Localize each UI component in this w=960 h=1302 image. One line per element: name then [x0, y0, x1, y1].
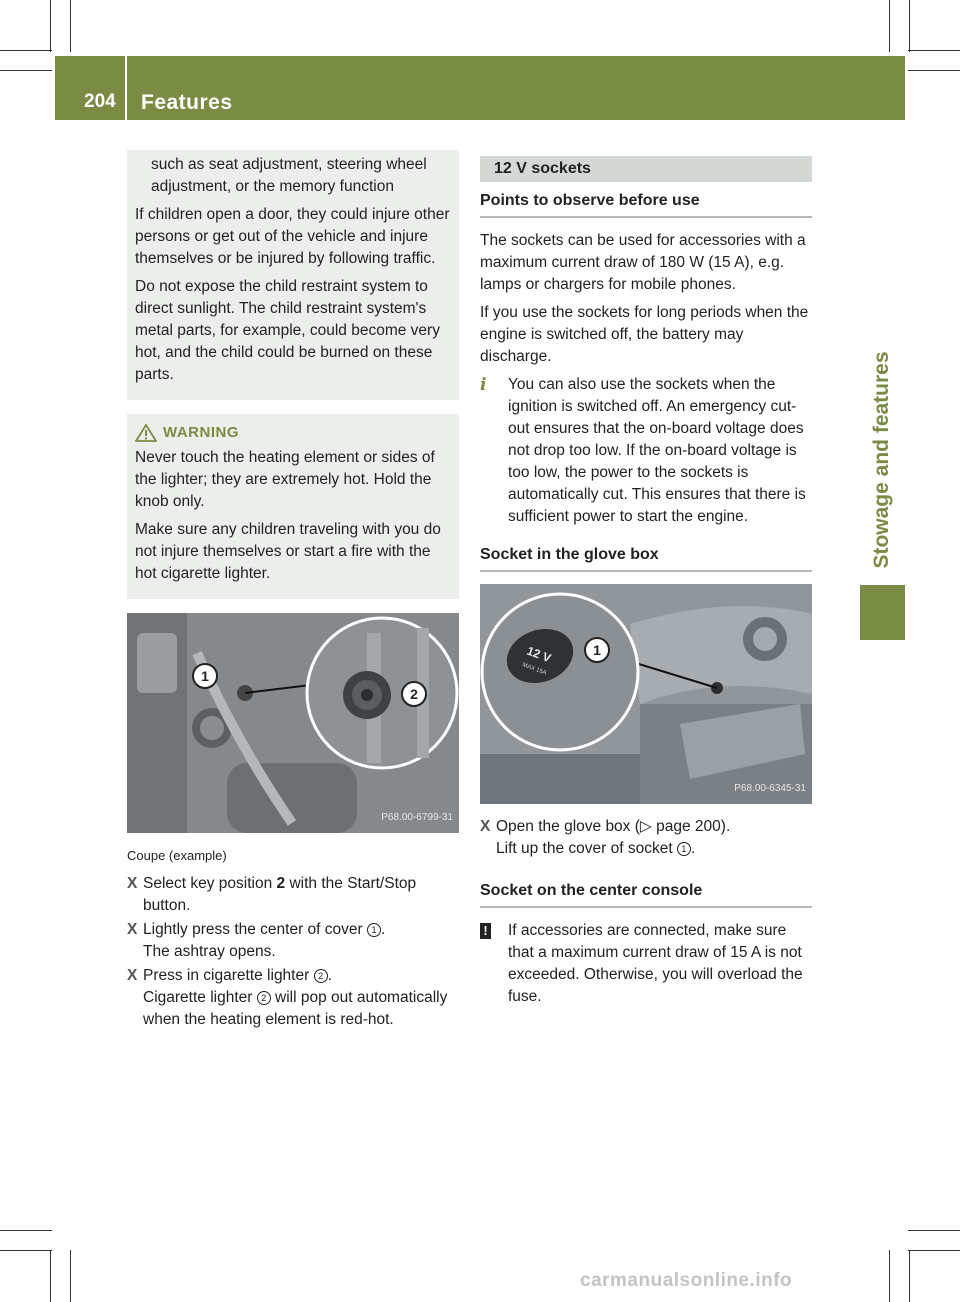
crop-mark — [70, 0, 71, 52]
warning-label: WARNING — [163, 424, 239, 441]
socket-label: 12 V — [524, 643, 553, 666]
callout-1: 1 — [584, 637, 610, 663]
callout-1: 1 — [192, 663, 218, 689]
subsection-heading: Socket on the center console — [480, 872, 812, 908]
warning-continued-box — [127, 150, 459, 400]
info-icon: i — [480, 375, 487, 395]
exclamation-icon: ! — [480, 920, 508, 1008]
step-marker: X — [127, 875, 138, 892]
glove-box-illustration — [480, 584, 812, 804]
crop-mark — [889, 0, 890, 52]
callout-ref: 2 — [314, 969, 328, 983]
caution-text: If accessories are connected, make sure that a maximum current draw of 15 A is not exceeded. Otherwise, you will overload the fuse. — [508, 922, 803, 1005]
step-marker: X — [480, 818, 491, 835]
page-ref-arrow-icon: ▷ — [639, 818, 652, 835]
warning-text: Never touch the heating element or sides of the lighter; they are extremely hot. Hold the knob only. — [135, 449, 435, 510]
glove-box-photo — [480, 584, 812, 804]
crop-mark — [70, 1250, 71, 1302]
crop-mark — [0, 70, 52, 71]
crop-mark — [908, 1250, 960, 1251]
photo-caption: Coupe (example) — [127, 848, 227, 863]
socket-sublabel: MAX 15A — [521, 662, 548, 677]
side-tab-label: Stowage and features — [870, 351, 893, 569]
step-result: Cigarette lighter 2 will pop out automatically when the heating element is red-hot. — [143, 989, 448, 1028]
subsection-heading: Points to observe before use — [480, 182, 812, 218]
info-text: You can also use the sockets when the ignition is switched off. An emergency cut-out ensures that the on-board voltage does not drop too low. If the on-board voltage is too low, the power to the sockets is automatically cut. This ensures that there is sufficient power to start the engine. — [508, 376, 806, 525]
crop-mark — [909, 1250, 910, 1302]
warning-box — [127, 414, 459, 599]
callout-ref: 2 — [257, 991, 271, 1005]
box-text: If children open a door, they could injure other persons or get out of the vehicle and injure themselves or be injured by following traffic. — [135, 206, 450, 267]
crop-mark — [0, 1250, 52, 1251]
crop-mark — [908, 50, 960, 51]
instruction-step: X Lightly press the center of cover 1 . The ashtray opens. — [127, 919, 459, 963]
photo-code: P68.00-6345-31 — [734, 783, 806, 794]
subsection-heading: Socket in the glove box — [480, 536, 812, 572]
crop-mark — [889, 1250, 890, 1302]
cigarette-lighter-photo — [127, 613, 459, 833]
info-note — [480, 374, 812, 528]
crop-mark — [908, 1230, 960, 1231]
crop-mark — [50, 0, 51, 52]
body-paragraph: If you use the sockets for long periods when the engine is switched off, the battery may discharge. — [480, 304, 809, 365]
caution-note — [480, 920, 812, 1008]
instruction-step: X Select key position 2 with the Start/Stop button. — [127, 873, 459, 917]
watermark: carmanualsonline.info — [580, 1270, 793, 1291]
center-console-illustration — [127, 613, 459, 833]
warning-heading — [135, 422, 451, 444]
instruction-step: X Open the glove box (▷ page 200). Lift up the cover of socket 1 . — [480, 816, 812, 860]
box-text: such as seat adjustment, steering wheel adjustment, or the memory function — [151, 156, 427, 195]
step-marker: X — [127, 921, 138, 938]
instruction-step: X Press in cigarette lighter 2 . Cigarette lighter 2 will pop out automatically when the heating element is red-hot. — [127, 965, 459, 1031]
crop-mark — [0, 1230, 52, 1231]
callout-2: 2 — [401, 681, 427, 707]
step-marker: X — [127, 967, 138, 984]
step-result: The ashtray opens. — [143, 943, 276, 960]
page-title: Features — [141, 91, 233, 114]
crop-mark — [909, 0, 910, 52]
callout-ref: 1 — [367, 923, 381, 937]
section-title: 12 V sockets — [480, 156, 812, 182]
box-text: Do not expose the child restraint system to direct sunlight. The child restraint system's metal parts, for example, could become very hot, and the child could be burned on these parts. — [135, 278, 440, 383]
warning-triangle-icon — [135, 424, 157, 442]
side-tab-marker — [860, 585, 905, 640]
left-column — [127, 150, 459, 1033]
page-number: 204 — [84, 91, 116, 112]
crop-mark — [908, 70, 960, 71]
body-paragraph: The sockets can be used for accessories with a maximum current draw of 180 W (15 A), e.g. lamps or chargers for mobile phones. — [480, 232, 806, 293]
crop-mark — [50, 1250, 51, 1302]
photo-code: P68.00-6799-31 — [381, 812, 453, 823]
crop-mark — [0, 50, 52, 51]
callout-ref: 1 — [677, 842, 691, 856]
header-divider — [125, 56, 127, 120]
right-column — [480, 150, 812, 1016]
warning-text: Make sure any children traveling with you do not injure themselves or start a fire with the hot cigarette lighter. — [135, 521, 441, 582]
